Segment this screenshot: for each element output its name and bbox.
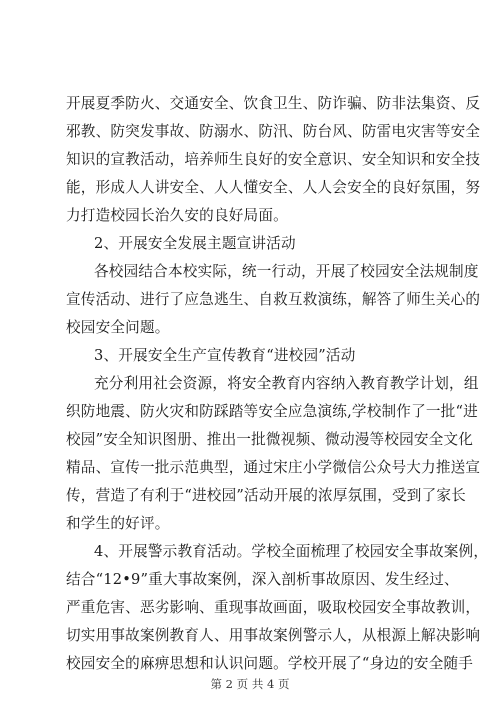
page-number-footer: 第 2 页 共 4 页 xyxy=(210,677,290,691)
text-line: 织防地震、防火灾和防踩踏等安全应急演练,学校制作了一批“进 xyxy=(66,403,478,420)
text-line: 校园安全问题。 xyxy=(66,319,170,336)
text-line: 开展夏季防火、交通安全、饮食卫生、防诈骗、防非法集资、反 xyxy=(66,95,481,112)
text-line: 宣传活动、进行了应急逃生、自救互救演练，解答了师生关心的 xyxy=(66,291,481,308)
section-heading: 4、开展警示教育活动。学校全面梳理了校园安全事故案例， xyxy=(94,543,489,560)
text-line: 严重危害、恶劣影响、重现事故画面，吸取校园安全事故教训， xyxy=(66,599,481,616)
text-line: 能，形成人人讲安全、人人懂安全、人人会安全的良好氛围，努 xyxy=(66,179,481,196)
text-line: 校园”安全知识图册、推出一批微视频、微动漫等校园安全文化 xyxy=(66,431,474,448)
section-heading: 3、开展安全生产宣传教育“进校园”活动 xyxy=(94,347,356,364)
text-line: 和学生的好评。 xyxy=(66,515,170,532)
text-line: 力打造校园长治久安的良好局面。 xyxy=(66,207,288,224)
text-line: 各校园结合本校实际，统一行动，开展了校园安全法规制度 xyxy=(94,263,479,280)
text-line: 知识的宣教活动，培养师生良好的安全意识、安全知识和安全技 xyxy=(66,151,481,168)
text-line: 传，营造了有利于“进校园”活动开展的浓厚氛围，受到了家长 xyxy=(66,487,466,504)
text-line: 结合“12•9”重大事故案例，深入剖析事故原因、发生经过、 xyxy=(66,571,459,588)
document-body xyxy=(66,90,489,678)
text-line: 邪教、防突发事故、防溺水、防汛、防台风、防雷电灾害等安全 xyxy=(66,123,481,140)
section-heading: 2、开展安全发展主题宣讲活动 xyxy=(94,235,296,252)
text-line: 切实用事故案例教育人、用事故案例警示人，从根源上解决影响 xyxy=(66,627,481,644)
text-line: 充分利用社会资源，将安全教育内容纳入教育教学计划，组 xyxy=(94,375,479,392)
text-line: 校园安全的麻痹思想和认识问题。学校开展了“身边的安全随手 xyxy=(66,655,474,672)
text-line: 精品、宣传一批示范典型，通过宋庄小学微信公众号大力推送宣 xyxy=(66,459,481,476)
